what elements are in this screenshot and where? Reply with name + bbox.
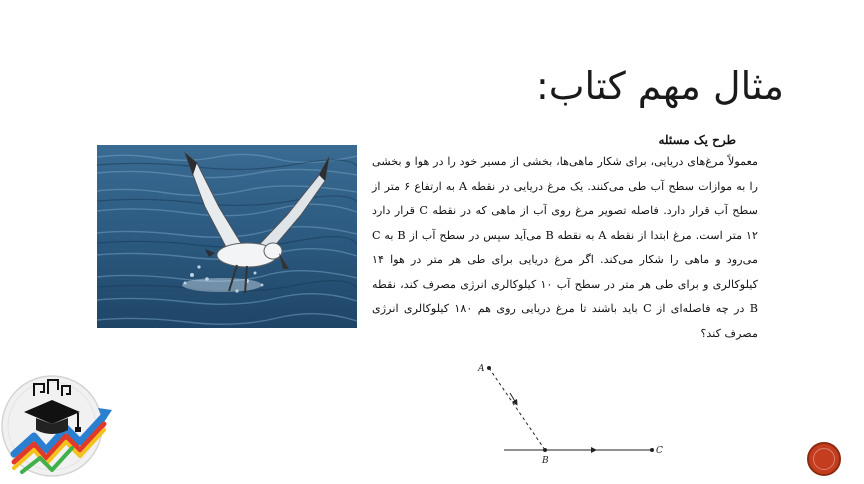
slide-title: مثال مهم کتاب: [535, 64, 784, 108]
problem-block [372, 133, 758, 346]
next-slide-button[interactable] [807, 442, 841, 476]
seagull-photo [97, 145, 357, 328]
point-a-label: A [478, 364, 485, 374]
point-c-dot [650, 448, 654, 452]
point-b-dot [543, 448, 547, 452]
point-b-label: B [542, 456, 549, 466]
point-c-label: C [656, 446, 663, 456]
problem-heading: طرح یک مسئله [658, 133, 736, 147]
flight-path [489, 368, 545, 450]
path-diagram [470, 355, 680, 470]
point-a-dot [487, 366, 491, 370]
graduation-cap-logo-icon [0, 372, 115, 484]
problem-text: معمولاً مرغ‌های دریایی، برای شکار ماهی‌ها، بخشی از مسیر خود را در هوا و بخشی را به موازات سطح آب طی می‌کنند. یک مرغ دریایی در نقطه A به ارتفاع ۶ متر از سطح آب قرار دارد. فاصله تصویر مرغ روی آب از ماهی که در نقطه C قرار دارد ۱۲ متر است. مرغ ابتدا از نقطه A به نقطه B می‌آید سپس در سطح آب از B به C می‌رود و ماهی را شکار می‌کند. اگر مرغ دریایی برای طی هر متر در هوا ۱۴ کیلوکالری و برای طی هر متر در سطح آب ۱۰ کیلوکالری انرژی مصرف کند، نقطه B در چه فاصله‌ای از C باید باشند تا مرغ دریایی روی هم ۱۸۰ کیلوکالری انرژی مصرف کند؟ [372, 155, 758, 340]
